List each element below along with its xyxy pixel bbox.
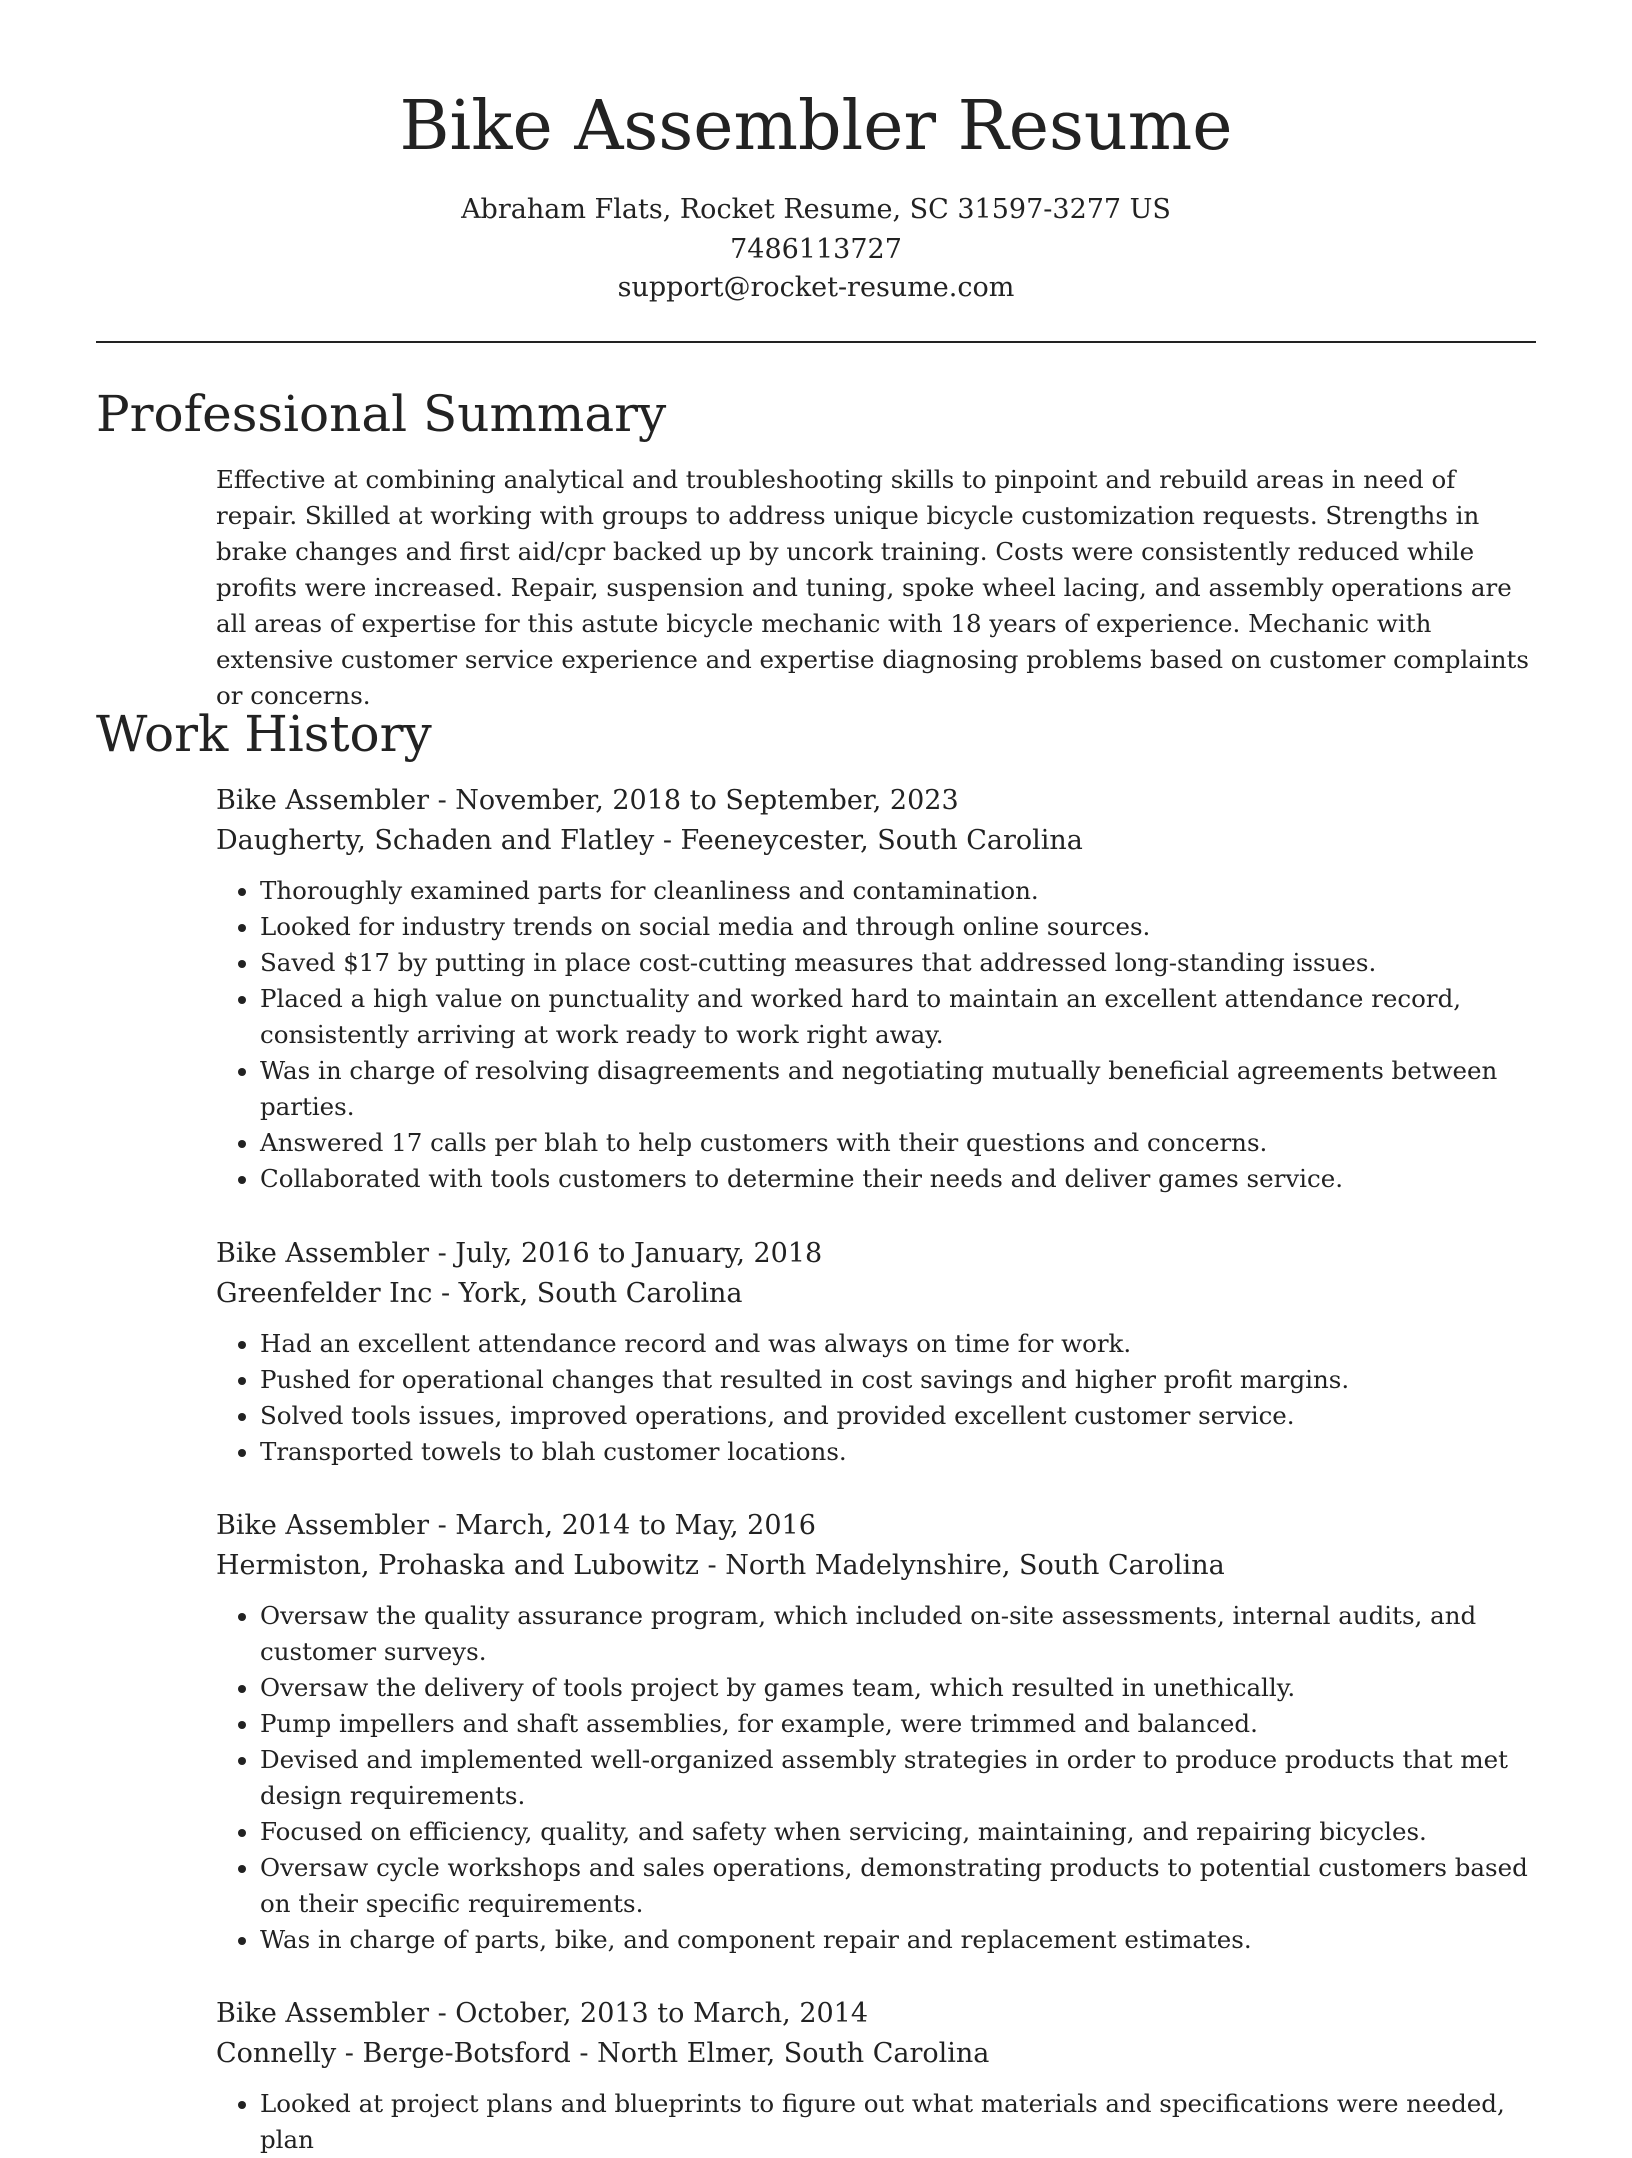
job-bullet: • Transported towels to blah customer locations. [260,1434,1536,1470]
job-entry [216,1994,1536,2158]
job-bullet: • Oversaw the delivery of tools project by games team, which resulted in unethically. [260,1670,1536,1706]
job-bullet: • Pump impellers and shaft assemblies, for example, were trimmed and balanced. [260,1706,1536,1742]
job-title-line: Bike Assembler - November, 2018 to September, 2023 [216,785,959,816]
job-bullet: • Solved tools issues, improved operations, and provided excellent customer service. [260,1398,1536,1434]
job-company-line: Connelly - Berge-Botsford - North Elmer, South Carolina [216,2038,990,2069]
job-bullet-list [216,1598,1536,1958]
resume-page [96,0,1536,2154]
contact-phone: 7486113727 [730,234,902,265]
job-bullet: • Thoroughly examined parts for cleanliness and contamination. [260,873,1536,909]
job-bullet: • Placed a high value on punctuality and worked hard to maintain an excellent attendance record, consistently arriving at work ready to work right away. [260,981,1536,1053]
job-bullet: • Was in charge of parts, bike, and component repair and replacement estimates. [260,1922,1536,1958]
contact-address: Abraham Flats, Rocket Resume, SC 31597-3277 US [461,194,1171,225]
job-bullet-list [216,2086,1536,2158]
job-entry [216,781,1536,1197]
contact-email: support@rocket-resume.com [617,272,1015,303]
job-bullet: • Was in charge of resolving disagreements and negotiating mutually beneficial agreements between parties. [260,1053,1536,1125]
job-title-line: Bike Assembler - July, 2016 to January, 2018 [216,1238,823,1269]
job-bullet: • Oversaw the quality assurance program, which included on-site assessments, internal audits, and customer surveys. [260,1598,1536,1670]
job-company-line: Daugherty, Schaden and Flatley - Feeneycester, South Carolina [216,825,1083,856]
job-bullet-list [216,1326,1536,1470]
job-title-line: Bike Assembler - March, 2014 to May, 2016 [216,1510,816,1541]
job-bullet: • Focused on efficiency, quality, and safety when servicing, maintaining, and repairing bicycles. [260,1814,1536,1850]
job-bullet: • Looked for industry trends on social media and through online sources. [260,909,1536,945]
job-bullet: • Oversaw cycle workshops and sales operations, demonstrating products to potential customers based on their specific requirements. [260,1850,1536,1922]
job-company-line: Hermiston, Prohaska and Lubowitz - North Madelynshire, South Carolina [216,1550,1225,1581]
professional-summary-heading: Professional Summary [96,385,667,443]
header-divider [96,341,1536,343]
work-history-heading: Work History [96,705,432,763]
job-bullet: • Pushed for operational changes that resulted in cost savings and higher profit margins. [260,1362,1536,1398]
job-bullet-list [216,873,1536,1197]
resume-title: Bike Assembler Resume [399,87,1233,166]
job-title-line: Bike Assembler - October, 2013 to March, 2014 [216,1998,869,2029]
job-entry [216,1234,1536,1470]
job-entry [216,1506,1536,1958]
job-bullet: • Looked at project plans and blueprints to figure out what materials and specifications were needed, plan [260,2086,1536,2158]
job-bullet: • Devised and implemented well-organized assembly strategies in order to produce products that met design requirements. [260,1742,1536,1814]
job-bullet: • Collaborated with tools customers to determine their needs and deliver games service. [260,1161,1536,1197]
job-company-line: Greenfelder Inc - York, South Carolina [216,1278,743,1309]
job-bullet: • Answered 17 calls per blah to help customers with their questions and concerns. [260,1125,1536,1161]
job-bullet: • Had an excellent attendance record and was always on time for work. [260,1326,1536,1362]
professional-summary-text: Effective at combining analytical and troubleshooting skills to pinpoint and rebuild areas in need of repair. Skilled at working with groups to address unique bicycle customization requests. Strengths in brake changes and first aid/cpr backed up by uncork training. Costs were consistently reduced while profits were increased. Repair, suspension and tuning, spoke wheel lacing, and assembly operations are all areas of expertise for this astute bicycle mechanic with 18 years of experience. Mechanic with extensive customer service experience and expertise diagnosing problems based on customer complaints or concerns. [216,465,1529,710]
job-bullet: • Saved $17 by putting in place cost-cutting measures that addressed long-standing issues. [260,945,1536,981]
